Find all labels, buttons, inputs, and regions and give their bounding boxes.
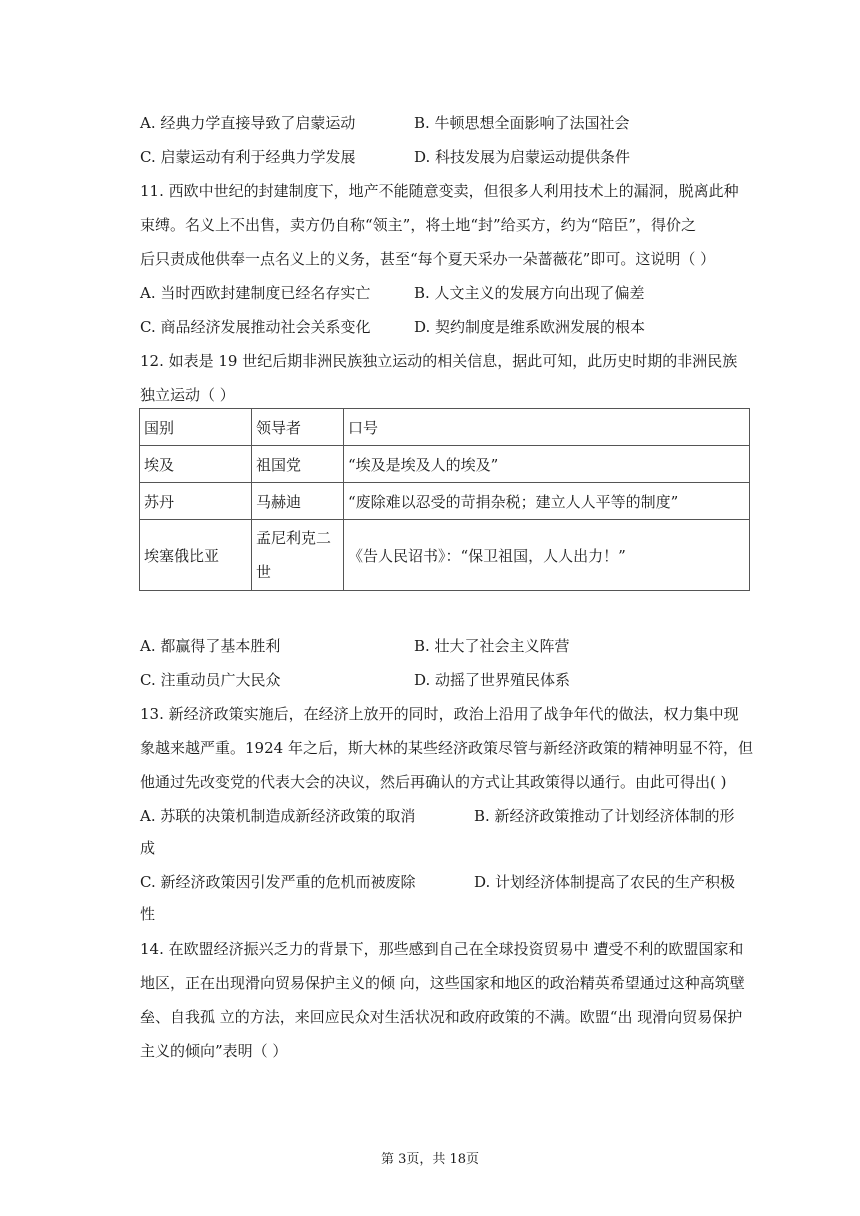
q13-option-c: C. 新经济政策因引发严重的危机而被废除: [140, 873, 416, 891]
table-row: [140, 483, 750, 520]
q14-stem-line2: 地区，正在出现滑向贸易保护主义的倾 向，这些国家和地区的政治精英希望通过这种高筑壁: [140, 974, 745, 992]
q14-stem-line4: 主义的倾向”表明（ ）: [140, 1042, 288, 1060]
q10-option-d: D. 科技发展为启蒙运动提供条件: [414, 148, 631, 166]
q13-stem-line1: 13. 新经济政策实施后，在经济上放开的同时，政治上沿用了战争年代的做法，权力集中现: [140, 705, 739, 723]
table-cell-slogan: 《告人民诏书》：“保卫祖国，人人出力！”: [344, 520, 750, 591]
q11-stem-line3: 后只责成他供奉一点名义上的义务，甚至“每个夏天采办一朵蔷薇花”即可。这说明（ ）: [140, 250, 716, 268]
table-header-country: 国别: [140, 409, 252, 446]
q12-option-b: B. 壮大了社会主义阵营: [414, 637, 570, 655]
q13-stem-line3: 他通过先改变党的代表大会的决议，然后再确认的方式让其政策得以通行。由此可得出( ): [140, 773, 727, 791]
q11-option-c: C. 商品经济发展推动社会关系变化: [140, 318, 371, 336]
q10-option-a: A. 经典力学直接导致了启蒙运动: [140, 114, 356, 132]
q14-stem-line3: 垒、自我孤 立的方法，来回应民众对生活状况和政府政策的不满。欧盟“出 现滑向贸易保护: [140, 1008, 743, 1026]
table-cell-country: 埃及: [140, 446, 252, 483]
q11-stem-line1: 11. 西欧中世纪的封建制度下，地产不能随意变卖，但很多人利用技术上的漏洞，脱离此种: [140, 182, 739, 200]
q12-info-table: [139, 408, 750, 591]
table-row: [140, 446, 750, 483]
table-cell-slogan: “埃及是埃及人的埃及”: [344, 446, 750, 483]
page-footer: 第 3页，共 18页: [380, 1152, 480, 1167]
q10-option-b: B. 牛顿思想全面影响了法国社会: [414, 114, 630, 132]
q11-option-b: B. 人文主义的发展方向出现了偏差: [414, 284, 645, 302]
table-header-slogan: 口号: [344, 409, 750, 446]
q12-stem-line1: 12. 如表是 19 世纪后期非洲民族独立运动的相关信息，据此可知，此历史时期的非洲民族: [140, 352, 738, 370]
table-header-row: [140, 409, 750, 446]
table-row: [140, 520, 750, 591]
q12-option-d: D. 动摇了世界殖民体系: [414, 671, 571, 689]
table-cell-leader: 祖国党: [252, 446, 344, 483]
q12-option-a: A. 都赢得了基本胜利: [140, 637, 281, 655]
q11-option-a: A. 当时西欧封建制度已经名存实亡: [140, 284, 371, 302]
table-cell-leader: 马赫迪: [252, 483, 344, 520]
table-cell-country: 埃塞俄比亚: [140, 520, 252, 591]
q11-option-d: D. 契约制度是维系欧洲发展的根本: [414, 318, 646, 336]
q14-stem-line1: 14. 在欧盟经济振兴乏力的背景下，那些感到自己在全球投资贸易中 遭受不利的欧盟国家和: [140, 940, 744, 958]
table-cell-country: 苏丹: [140, 483, 252, 520]
table-cell-leader: [252, 520, 344, 591]
table-cell-leader-line1: 孟尼利克二: [256, 529, 332, 547]
q12-stem-line2: 独立运动（ ）: [140, 386, 235, 404]
q13-option-d: D. 计划经济体制提高了农民的生产积极: [474, 873, 736, 891]
table-header-leader: 领导者: [252, 409, 344, 446]
table-cell-slogan: “废除难以忍受的苛捐杂税；建立人人平等的制度”: [344, 483, 750, 520]
q11-stem-line2: 束缚。名义上不出售，卖方仍自称“领主”，将土地“封”给买方，约为“陪臣”，得价之: [140, 216, 697, 234]
q13-stem-line2: 象越来越严重。1924 年之后，斯大林的某些经济政策尽管与新经济政策的精神明显不符，但: [140, 739, 753, 757]
q13-option-b: B. 新经济政策推动了计划经济体制的形: [474, 807, 735, 825]
q12-option-c: C. 注重动员广大民众: [140, 671, 281, 689]
q10-option-c: C. 启蒙运动有利于经典力学发展: [140, 148, 356, 166]
q13-option-b-wrap: 成: [140, 839, 156, 857]
q13-option-a: A. 苏联的决策机制造成新经济政策的取消: [140, 807, 416, 825]
q13-option-d-wrap: 性: [140, 905, 156, 923]
table-cell-leader-line2: 世: [256, 563, 272, 581]
